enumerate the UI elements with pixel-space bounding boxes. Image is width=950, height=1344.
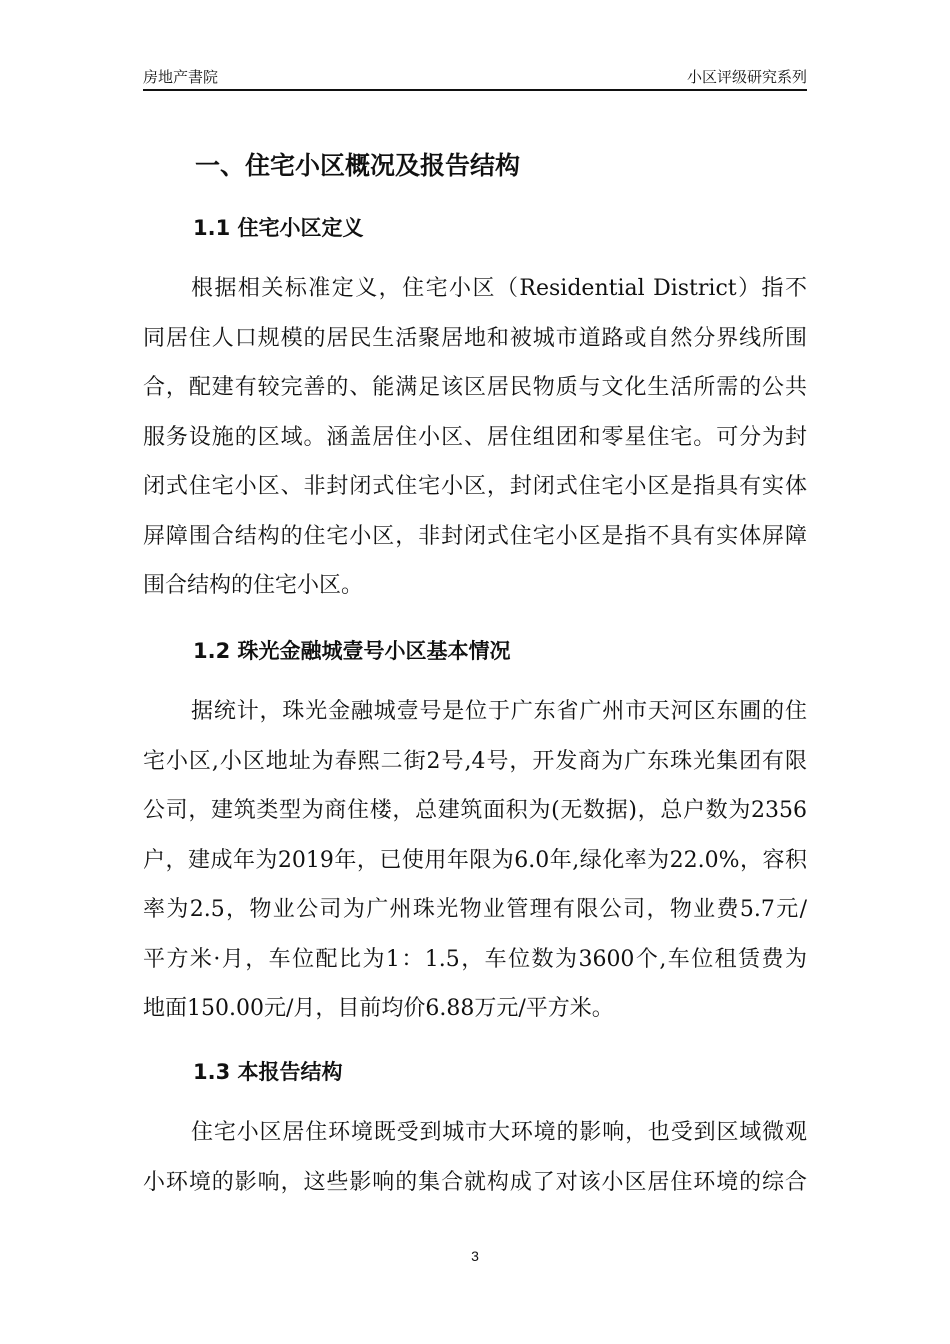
paragraph-line: 宅小区,小区地址为春熙二街2号,4号，开发商为广东珠光集团有限 (143, 748, 807, 774)
paragraph-line: 屏障围合结构的住宅小区，非封闭式住宅小区是指不具有实体屏障 (143, 523, 807, 549)
paragraph-line: 公司，建筑类型为商住楼，总建筑面积为(无数据)，总户数为2356 (143, 798, 807, 823)
paragraph-line: 合，配建有较完善的、能满足该区居民物质与文化生活所需的公共 (143, 375, 807, 400)
paragraph-line: 服务设施的区域。涵盖居住小区、居住组团和零星住宅。可分为封 (143, 424, 807, 450)
paragraph-line: 住宅小区居住环境既受到城市大环境的影响，也受到区域微观 (191, 1120, 807, 1145)
paragraph-line: 率为2.5，物业公司为广州珠光物业管理有限公司，物业费5.7元/ (143, 897, 807, 922)
chapter-title: 一、住宅小区概况及报告结构 (195, 151, 521, 180)
section-heading: 1.1 住宅小区定义 (193, 216, 364, 240)
paragraph-line: 根据相关标准定义，住宅小区（Residential District）指不 (191, 276, 807, 301)
header-left: 房地产書院 (143, 69, 219, 86)
header-rule (143, 89, 807, 91)
paragraph-line: 闭式住宅小区、非封闭式住宅小区，封闭式住宅小区是指具有实体 (143, 474, 807, 499)
section-heading: 1.2 珠光金融城壹号小区基本情况 (193, 639, 511, 663)
paragraph-line: 据统计，珠光金融城壹号是位于广东省广州市天河区东圃的住 (191, 699, 807, 724)
section-heading: 1.3 本报告结构 (193, 1060, 343, 1084)
header-right: 小区评级研究系列 (686, 69, 807, 86)
paragraph-line: 围合结构的住宅小区。 (143, 573, 364, 598)
page-number: 3 (471, 1248, 479, 1264)
paragraph-line: 地面150.00元/月，目前均价6.88万元/平方米。 (143, 996, 614, 1021)
paragraph-line: 户，建成年为2019年，已使用年限为6.0年,绿化率为22.0%，容积 (143, 847, 807, 873)
paragraph-line: 小环境的影响，这些影响的集合就构成了对该小区居住环境的综合 (143, 1169, 807, 1195)
paragraph-line: 同居住人口规模的居民生活聚居地和被城市道路或自然分界线所围 (143, 325, 807, 351)
paragraph-line: 平方米·月，车位配比为1：1.5，车位数为3600个,车位租赁费为 (143, 946, 807, 972)
